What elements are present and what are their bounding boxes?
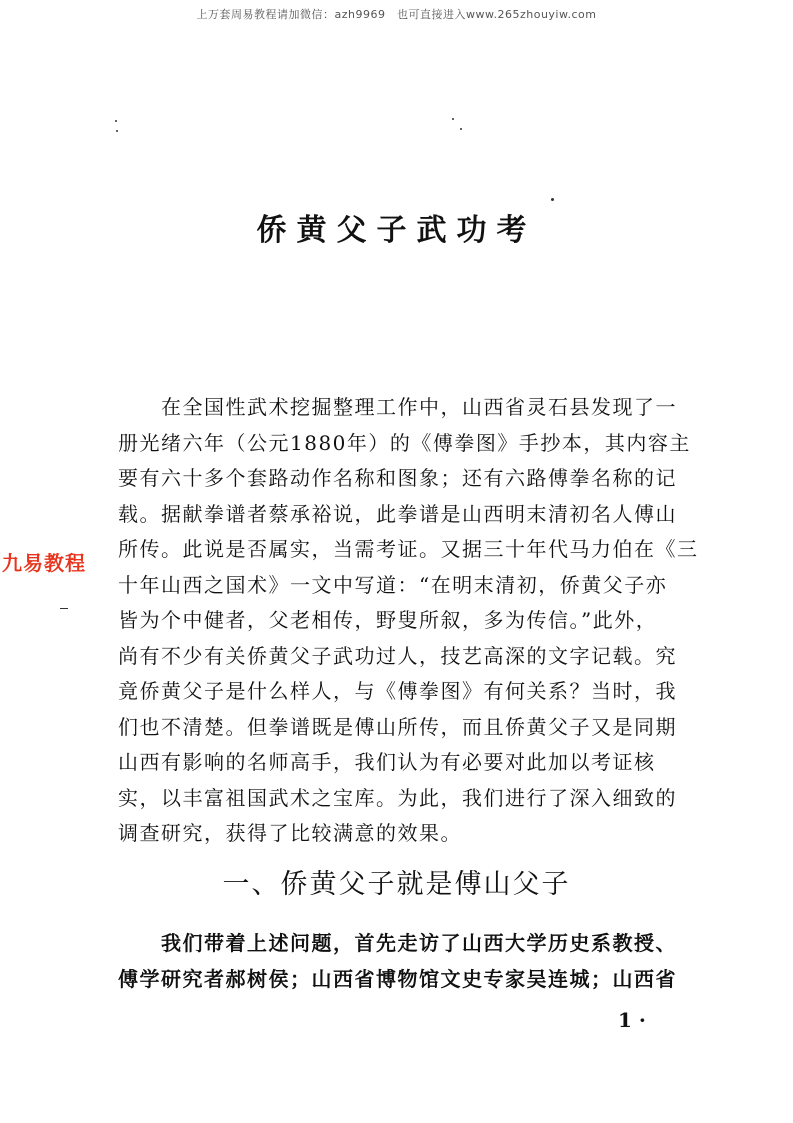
text-line: 所传。此说是否属实，当需考证。又据三十年代马力伯在《三 bbox=[118, 537, 699, 561]
text-line: 山西有影响的名师高手，我们认为有必要对此加以考证核 bbox=[118, 750, 656, 774]
text-line: 要有六十多个套路动作名称和图象；还有六路傅拳名称的记 bbox=[118, 466, 677, 490]
text-line: 傅学研究者郝树侯；山西省博物馆文史专家吴连城；山西省 bbox=[118, 966, 677, 991]
scan-speck bbox=[460, 128, 462, 130]
text-line: 们也不清楚。但拳谱既是傅山所传，而且侨黄父子又是同期 bbox=[118, 714, 677, 739]
text-line: 十年山西之国术》一文中写道：“在明末清初，侨黄父子亦 bbox=[118, 572, 668, 597]
page-title: 侨黄父子武功考 bbox=[256, 213, 537, 248]
text-line: 载。据献拳谱者蔡承裕说，此拳谱是山西明末清初名人傅山 bbox=[118, 501, 677, 526]
text-line: 实，以丰富祖国武术之宝库。为此，我们进行了深入细致的 bbox=[118, 785, 677, 810]
scan-speck bbox=[116, 130, 118, 132]
scan-speck bbox=[115, 120, 117, 122]
text-line: 我们带着上述问题，首先走访了山西大学历史系教授、 bbox=[118, 931, 677, 955]
text-line: 册光绪六年（公元1880年）的《傅拳图》手抄本，其内容主 bbox=[118, 430, 691, 455]
paragraph-1 bbox=[118, 390, 700, 852]
top-banner: 上万套周易教程请加微信：azh9969 也可直接进入www.265zhouyiw.com bbox=[196, 8, 597, 21]
scan-speck bbox=[551, 198, 554, 201]
text-line: 皆为个中健者，父老相传，野叟所叙，多为传信。”此外， bbox=[118, 608, 658, 632]
scan-speck bbox=[60, 608, 68, 609]
paragraph-2 bbox=[118, 926, 700, 997]
text-line: 调查研究，获得了比较满意的效果。 bbox=[118, 821, 462, 845]
text-line: 尚有不少有关侨黄父子武功过人，技艺高深的文字记载。究 bbox=[118, 643, 677, 668]
page-number: 1 · bbox=[618, 1008, 646, 1032]
text-line: 竟侨黄父子是什么样人，与《傅拳图》有何关系？当时，我 bbox=[118, 679, 677, 703]
section-heading: 一、侨黄父子就是傅山父子 bbox=[222, 869, 571, 900]
text-line: 在全国性武术挖掘整理工作中，山西省灵石县发现了一 bbox=[118, 395, 677, 419]
watermark: 九易教程 bbox=[2, 551, 86, 575]
scan-speck bbox=[452, 118, 454, 120]
